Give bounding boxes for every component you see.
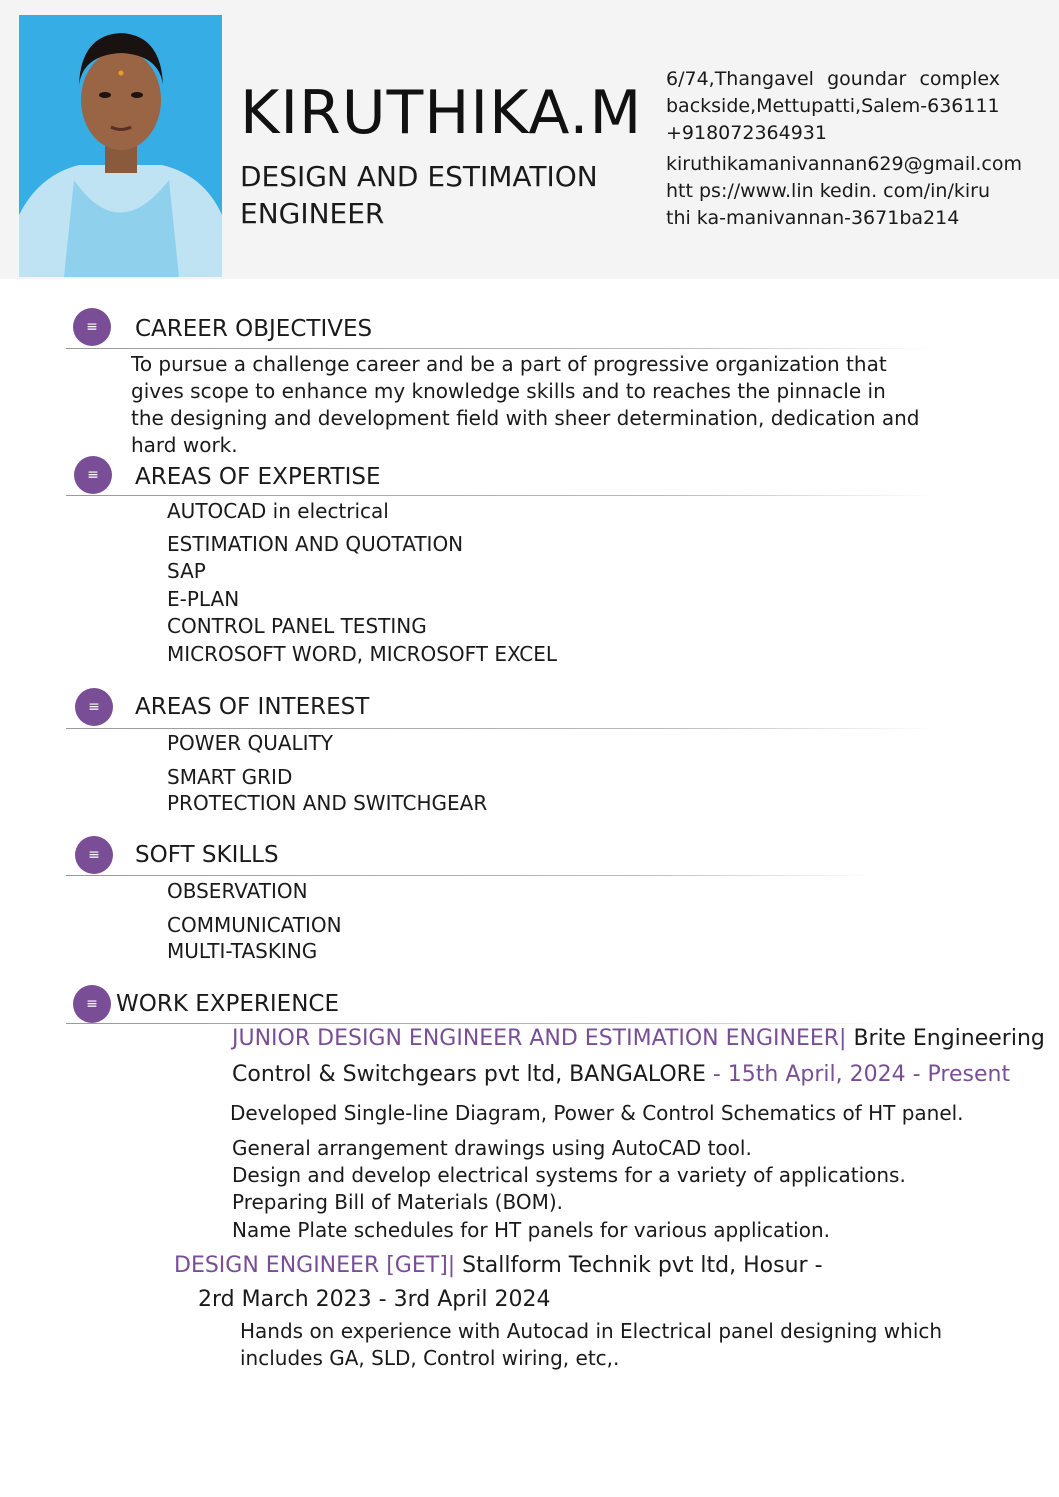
profile-photo [19,15,222,277]
job-1-company-part1: Brite Engineering [846,1026,1045,1051]
job-1-title-line [232,1026,1045,1051]
contact-email[interactable]: kiruthikamanivannan629@gmail.com [666,153,1022,175]
candidate-name: KIRUTHIKA.M [240,78,643,148]
list-item: CONTROL PANEL TESTING [167,614,427,638]
job-1-duty: Design and develop electrical systems for a variety of applications. [232,1163,906,1187]
list-item: ESTIMATION AND QUOTATION [167,532,464,556]
section-title-career-objectives: CAREER OBJECTIVES [135,316,373,342]
section-bullet-icon: ≡ [73,308,111,346]
list-item: E-PLAN [167,587,240,611]
list-item: MICROSOFT WORD, MICROSOFT EXCEL [167,642,557,666]
contact-block [666,66,1022,232]
career-objectives-text: To pursue a challenge career and be a part of progressive organization that gives scope to enhance my knowledge skills and to reaches the pinnacle in the designing and development field with sheer determination, dedication and hard work. [131,352,920,457]
candidate-role: DESIGN AND ESTIMATION ENGINEER [240,160,598,230]
section-bullet-icon: ≡ [75,836,113,874]
expertise-list [167,499,557,669]
job-2-duty: includes GA, SLD, Control wiring, etc,. [240,1346,620,1370]
job-2-duty: Hands on experience with Autocad in Electrical panel designing which [240,1319,943,1343]
job-1-dates: - 15th April, 2024 - Present [705,1062,1011,1087]
list-item: OBSERVATION [167,879,308,903]
section-bullet-icon: ≡ [73,985,111,1023]
list-item: AUTOCAD in electrical [167,499,389,523]
job-1-duty: General arrangement drawings using AutoCAD tool. [232,1136,752,1160]
section-divider [66,875,876,876]
list-item: SMART GRID [167,765,293,789]
soft-skills-list [167,879,342,966]
section-bullet-icon: ≡ [74,456,112,494]
job-1-company-line [232,1062,1010,1087]
job-1-position: JUNIOR DESIGN ENGINEER AND ESTIMATION ENGINEER| [232,1026,847,1051]
section-title-areas-of-interest: AREAS OF INTEREST [135,694,370,720]
list-item: MULTI-TASKING [167,939,318,963]
job-1-company-part2: Control & Switchgears pvt ltd, BANGALORE [232,1062,706,1087]
job-1-duty: Preparing Bill of Materials (BOM). [232,1190,563,1214]
list-item: SAP [167,559,206,583]
section-title-soft-skills: SOFT SKILLS [135,842,279,868]
section-title-work-experience: WORK EXPERIENCE [116,991,340,1017]
section-bullet-icon: ≡ [75,688,113,726]
header-band [0,0,1059,279]
contact-address: 6/74,Thangavel goundar complex backside,Mettupatti,Salem-636111 [666,68,1000,117]
list-item: COMMUNICATION [167,913,342,937]
contact-linkedin[interactable]: htt ps://www.lin kedin. com/in/kiru thi ka-manivannan-3671ba214 [666,180,991,229]
list-item: POWER QUALITY [167,731,334,755]
job-1-duty: Name Plate schedules for HT panels for various application. [232,1218,830,1242]
job-2-company: Stallform Technik pvt ltd, Hosur - [455,1253,823,1278]
section-divider [66,1023,886,1024]
job-2-position: DESIGN ENGINEER [GET]| [174,1253,456,1278]
contact-phone: +918072364931 [666,122,827,144]
job-2-dates: 2rd March 2023 - 3rd April 2024 [198,1287,551,1312]
list-item: PROTECTION AND SWITCHGEAR [167,791,488,815]
interest-list [167,731,487,818]
section-divider [66,728,936,729]
section-title-areas-of-expertise: AREAS OF EXPERTISE [135,464,381,490]
job-1-duty: Developed Single-line Diagram, Power & Control Schematics of HT panel. [230,1101,964,1125]
job-2-title-line [174,1253,823,1278]
section-divider [66,348,936,349]
profile-photo-illustration [19,15,222,277]
section-divider [66,495,936,496]
